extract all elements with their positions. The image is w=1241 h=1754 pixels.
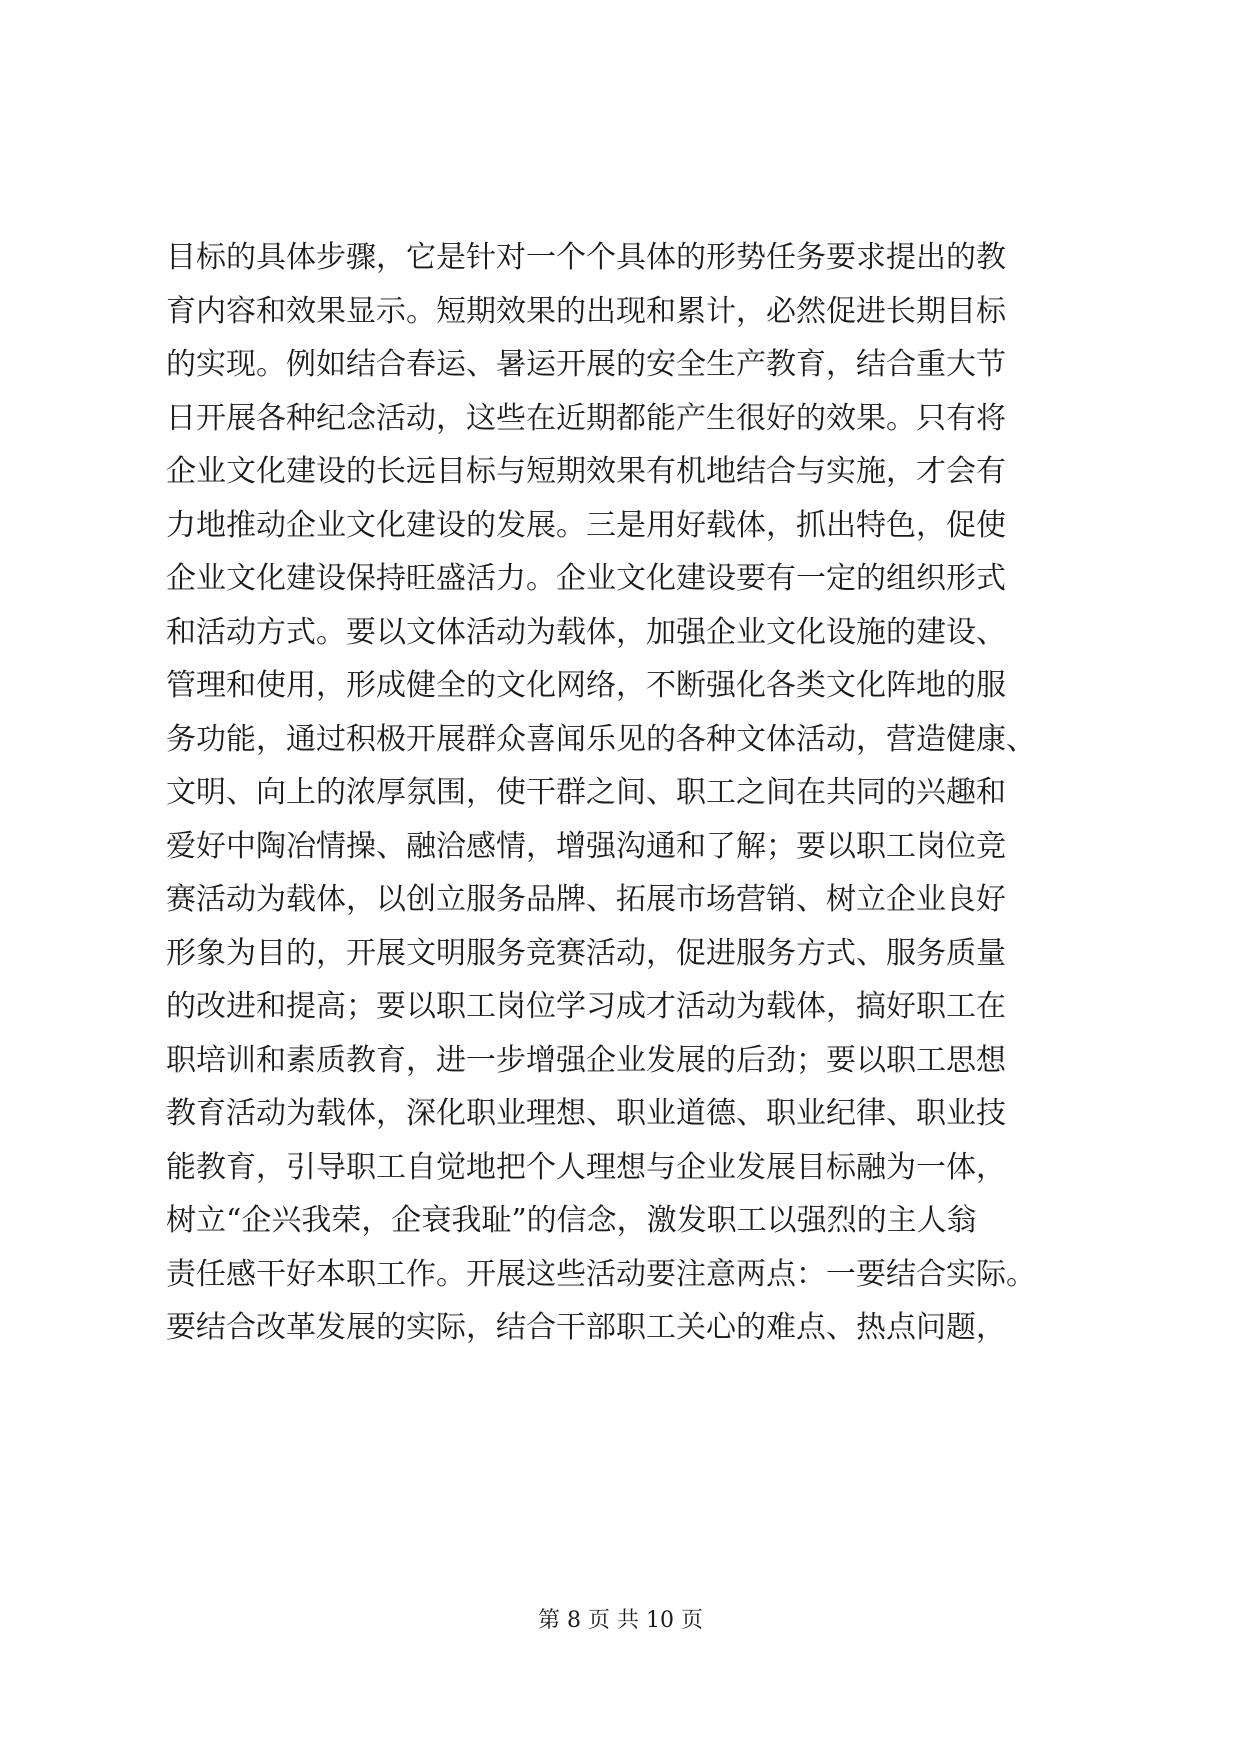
text-line: 职培训和素质教育，进一步增强企业发展的后劲；要以职工思想 — [166, 1042, 1006, 1078]
text-line: 的改进和提高；要以职工岗位学习成才活动为载体，搞好职工在 — [166, 989, 1006, 1024]
text-line: 和活动方式。要以文体活动为载体，加强企业文化设施的建设、 — [166, 614, 1006, 650]
text-line: 赛活动为载体，以创立服务品牌、拓展市场营销、树立企业良好 — [166, 882, 1006, 917]
text-line: 务功能，通过积极开展群众喜闻乐见的各种文体活动，营造健康、 — [166, 721, 1036, 757]
text-line: 形象为目的，开展文明服务竞赛活动，促进服务方式、服务质量 — [166, 935, 1006, 971]
text-line: 管理和使用，形成健全的文化网络，不断强化各类文化阵地的服 — [166, 668, 1006, 703]
text-line: 教育活动为载体，深化职业理想、职业道德、职业纪律、职业技 — [166, 1096, 1006, 1131]
text-line: 树立“企兴我荣，企衰我耻”的信念，激发职工以强烈的主人翁 — [166, 1203, 977, 1238]
body-text — [166, 231, 1076, 1355]
page-number-footer: 第 8 页 共 10 页 — [538, 1608, 703, 1633]
text-line: 企业文化建设保持旺盛活力。企业文化建设要有一定的组织形式 — [166, 561, 1006, 596]
text-line: 企业文化建设的长远目标与短期效果有机地结合与实施，才会有 — [166, 454, 1006, 489]
text-line: 要结合改革发展的实际，结合干部职工关心的难点、热点问题， — [166, 1310, 1006, 1345]
text-line: 文明、向上的浓厚氛围，使干群之间、职工之间在共同的兴趣和 — [166, 775, 1006, 810]
text-line: 目标的具体步骤，它是针对一个个具体的形势任务要求提出的教 — [166, 240, 1006, 275]
text-line: 爱好中陶冶情操、融洽感情，增强沟通和了解；要以职工岗位竞 — [166, 828, 1006, 864]
text-line: 责任感干好本职工作。开展这些活动要注意两点：一要结合实际。 — [166, 1256, 1036, 1292]
text-line: 日开展各种纪念活动，这些在近期都能产生很好的效果。只有将 — [166, 400, 1006, 436]
text-line: 力地推动企业文化建设的发展。三是用好载体，抓出特色，促使 — [166, 507, 1006, 543]
text-line: 育内容和效果显示。短期效果的出现和累计，必然促进长期目标 — [166, 293, 1006, 329]
text-line: 能教育，引导职工自觉地把个人理想与企业发展目标融为一体， — [166, 1149, 1006, 1185]
text-line: 的实现。例如结合春运、暑运开展的安全生产教育，结合重大节 — [166, 347, 1006, 382]
